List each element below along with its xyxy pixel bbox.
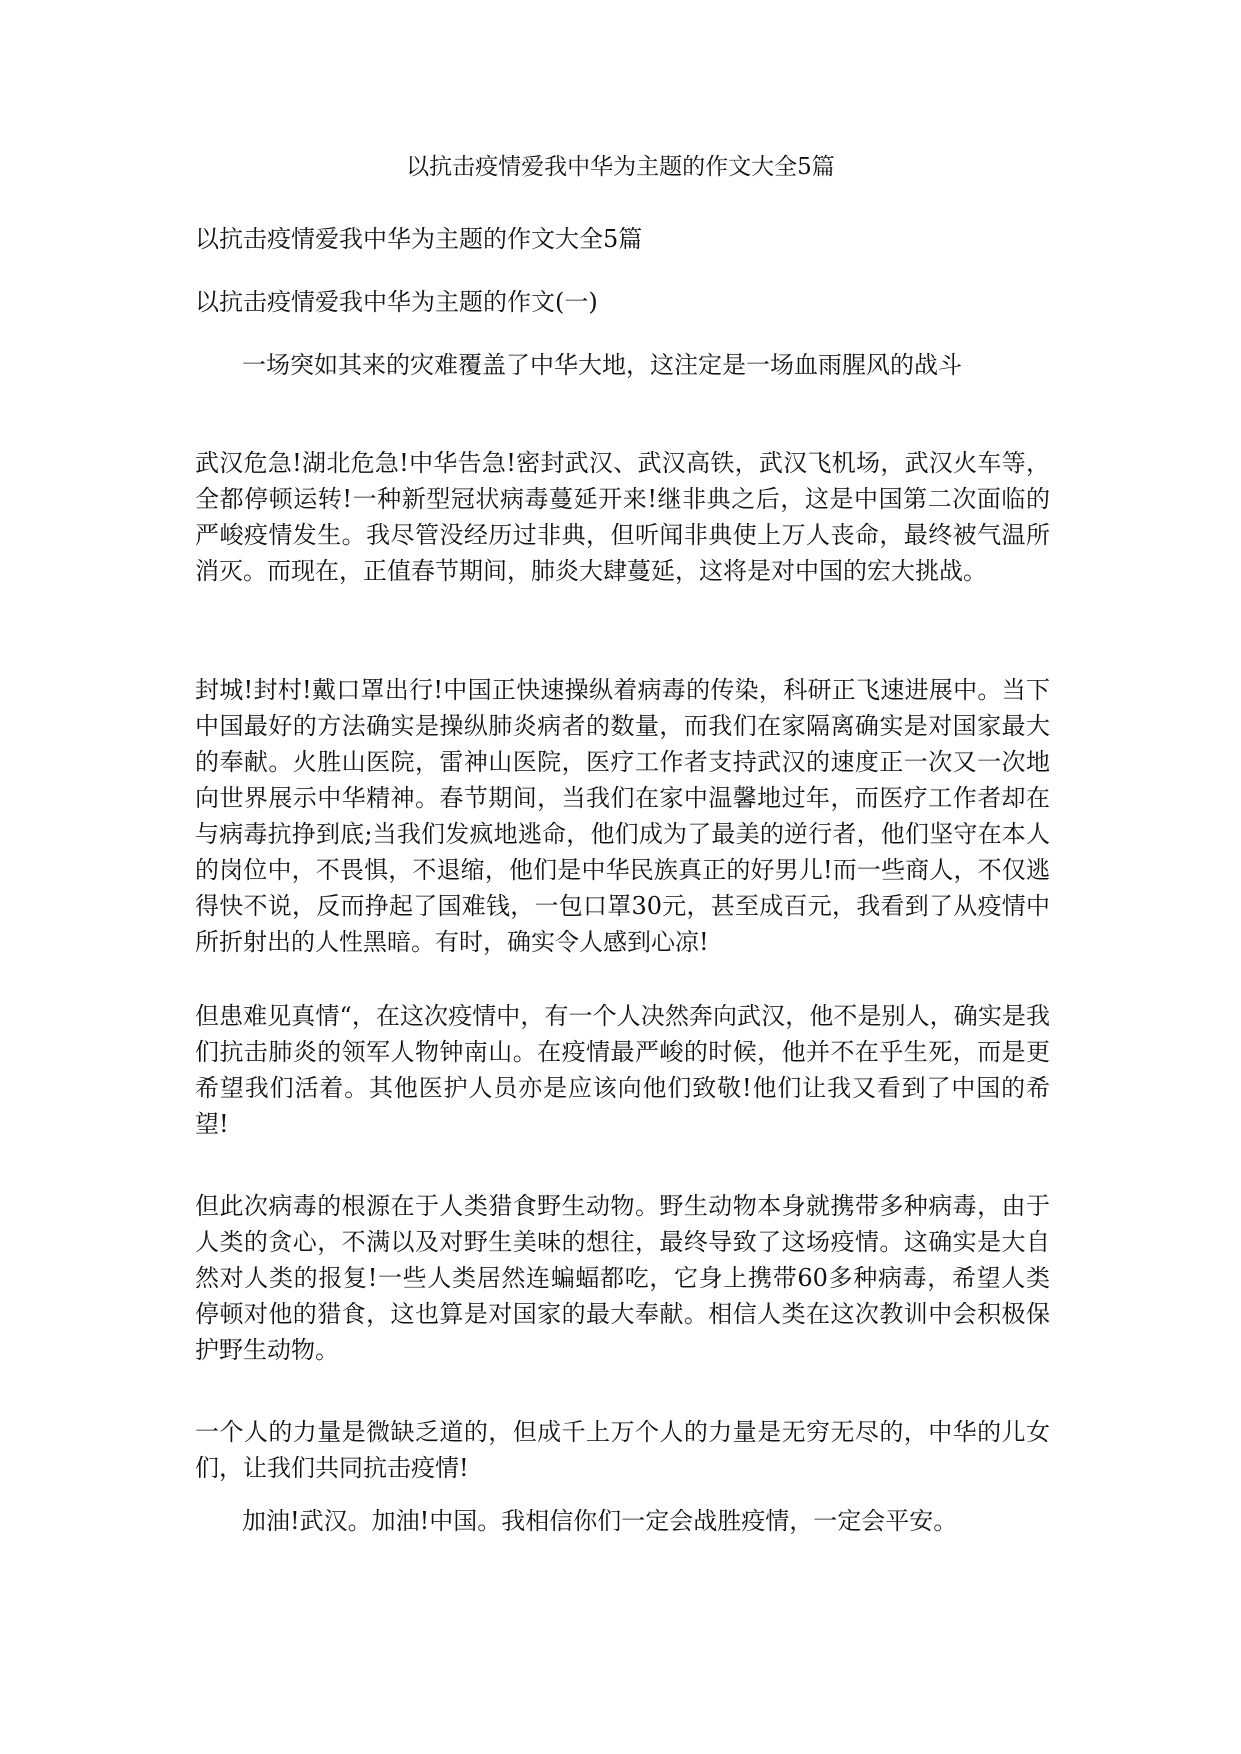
document-title: 以抗击疫情爱我中华为主题的作文大全5篇	[406, 154, 835, 180]
paragraph-wildlife: 但此次病毒的根源在于人类猎食野生动物。野生动物本身就携带多种病毒，由于人类的贪心，不满以及对野生美味的想往，最终导致了这场疫情。这确实是大自然对人类的报复!一些人类居然连蝙蝠都吃，它身上携带60多种病毒，希望人类停顿对他的猎食，这也算是对国家的最大奉献。相信人类在这次教训中会积极保护野生动物。	[195, 1192, 1050, 1364]
paragraph-lockdown: 封城!封村!戴口罩出行!中国正快速操纵着病毒的传染，科研正飞速进展中。当下中国最好的方法确实是操纵肺炎病者的数量，而我们在家隔离确实是对国家最大的奉献。火胜山医院，雷神山医院，医疗工作者支持武汉的速度正一次又一次地向世界展示中华精神。春节期间，当我们在家中温馨地过年，而医疗工作者却在与病毒抗挣到底;当我们发疯地逃命，他们成为了最美的逆行者，他们坚守在本人的岗位中，不畏惧，不退缩，他们是中华民族真正的好男儿!而一些商人，不仅逃得快不说，反而挣起了国难钱，一包口罩30元，甚至成百元，我看到了从疫情中所折射出的人性黑暗。有时，确实令人感到心凉!	[195, 676, 1050, 956]
section-heading: 以抗击疫情爱我中华为主题的作文(一)	[195, 288, 598, 316]
intro-paragraph: 一场突如其来的灾难覆盖了中华大地，这注定是一场血雨腥风的战斗	[242, 351, 962, 379]
document-subtitle: 以抗击疫情爱我中华为主题的作文大全5篇	[195, 225, 643, 253]
paragraph-wuhan-emergency: 武汉危急!湖北危急!中华告急!密封武汉、武汉高铁，武汉飞机场，武汉火车等，全都停顿运转!一种新型冠状病毒蔓延开来!继非典之后，这是中国第二次面临的严峻疫情发生。我尽管没经历过非典，但听闻非典使上万人丧命，最终被气温所消灭。而现在，正值春节期间，肺炎大肆蔓延，这将是对中国的宏大挑战。	[195, 449, 1050, 585]
closing-paragraph: 加油!武汉。加油!中国。我相信你们一定会战胜疫情，一定会平安。	[242, 1507, 958, 1535]
paragraph-zhong-nanshan: 但患难见真情“，在这次疫情中，有一个人决然奔向武汉，他不是别人，确实是我们抗击肺炎的领军人物钟南山。在疫情最严峻的时候，他并不在乎生死，而是更希望我们活着。其他医护人员亦是应该向他们致敬!他们让我又看到了中国的希望!	[195, 1002, 1050, 1138]
paragraph-united: 一个人的力量是微缺乏道的，但成千上万个人的力量是无穷无尽的，中华的儿女们，让我们共同抗击疫情!	[195, 1418, 1050, 1482]
